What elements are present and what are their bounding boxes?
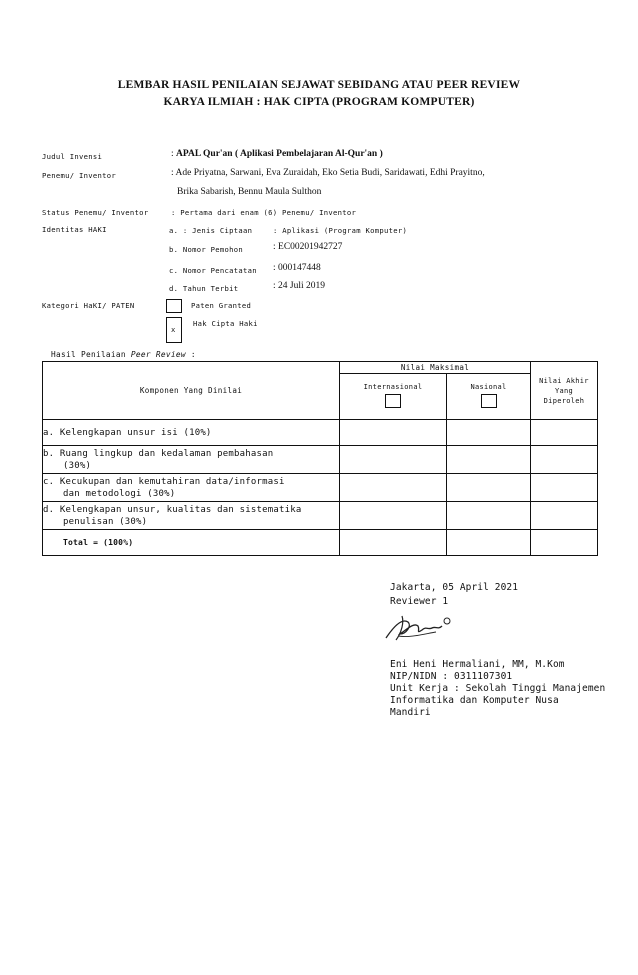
signature-role: Reviewer 1 [390,596,449,607]
total-label-cell [43,530,340,556]
row-d-line-2: penulisan (30%) [63,516,148,527]
header-national-label: Nasional [470,383,507,391]
total-international[interactable] [340,530,447,556]
row-c-line-2: dan metodologi (30%) [63,488,176,499]
judul-value-bold: APAL Qur'an [176,149,233,159]
row-d-international[interactable] [340,502,447,530]
hak-cipta-checkbox[interactable] [166,317,182,343]
reviewer-unit-line-1: Unit Kerja : Sekolah Tinggi Manajemen [390,683,606,694]
row-c-line-1: c. Kecukupan dan kemutahiran data/informasi [43,476,285,487]
row-b-national[interactable] [447,446,531,474]
header-international [340,374,447,420]
handwritten-signature [380,608,460,648]
total-label: Total = (100%) [63,537,134,547]
judul-colon: : [171,149,174,159]
header-max: Nilai Maksimal [340,362,531,374]
reviewer-unit-line-3: Mandiri [390,707,431,718]
header-final-line-2: Yang [554,386,574,395]
row-b-line-1: b. Ruang lingkup dan kedalaman pembahasan [43,448,274,459]
hak-cipta-check-mark: x [171,325,176,334]
row-d-final[interactable] [531,502,598,530]
row-d-national[interactable] [447,502,531,530]
caption-suffix: : [185,350,196,359]
row-b-international[interactable] [340,446,447,474]
row-c-final[interactable] [531,474,598,502]
identitas-key-a: a. : Jenis Ciptaan [169,226,253,235]
judul-value [171,149,383,159]
penemu-value-line-1: : Ade Priyatna, Sarwani, Eva Zuraidah, Eko Setia Budi, Saridawati, Edhi Prayitno, [171,168,485,178]
row-b-label [43,446,340,474]
assessment-table [42,361,598,556]
reviewer-unit-line-2: Informatika dan Komputer Nusa [390,695,559,706]
identitas-value-d: : 24 Juli 2019 [273,281,325,291]
table-row-total [43,530,598,556]
row-a-national[interactable] [447,420,531,446]
penemu-value-line-2: Brika Sabarish, Bennu Maula Sulthon [177,187,322,197]
header-final [531,362,598,420]
reviewer-nip: NIP/NIDN : 0311107301 [390,671,513,682]
row-a-final[interactable] [531,420,598,446]
row-a-label [43,420,340,446]
status-value: : Pertama dari enam (6) Penemu/ Inventor [171,208,357,217]
identitas-key-c: c. Nomor Pencatatan [169,266,257,275]
judul-value-rest: ( Aplikasi Pembelajaran Al-Qur'an ) [232,149,383,159]
table-row [43,446,598,474]
row-c-national[interactable] [447,474,531,502]
row-d-label [43,502,340,530]
total-national[interactable] [447,530,531,556]
header-national [447,374,531,420]
header-final-line-1: Nilai Akhir [539,376,589,385]
national-checkbox[interactable] [481,394,497,408]
paten-granted-checkbox[interactable] [166,299,182,313]
row-a-international[interactable] [340,420,447,446]
identitas-value-c: : 000147448 [273,263,321,273]
kategori-label: Kategori HaKI/ PATEN [42,301,135,310]
caption-italic: Peer Review [130,350,186,359]
document-title-line-2: KARYA ILMIAH : HAK CIPTA (PROGRAM KOMPUTER) [163,96,475,108]
hak-cipta-label: Hak Cipta Haki [193,319,258,328]
table-row [43,474,598,502]
judul-label: Judul Invensi [42,152,103,161]
reviewer-name: Eni Heni Hermaliani, MM, M.Kom [390,659,565,670]
table-row [43,420,598,446]
caption-prefix: Hasil Penilaian [51,350,131,359]
row-d-line-1: d. Kelengkapan unsur, kualitas dan sistematika [43,504,302,515]
document-title-line-1: LEMBAR HASIL PENILAIAN SEJAWAT SEBIDANG ATAU PEER REVIEW [117,79,521,91]
identitas-value-a: : Aplikasi (Program Komputer) [273,226,408,235]
row-c-international[interactable] [340,474,447,502]
identitas-value-b: : EC00201942727 [273,242,343,252]
header-component: Komponen Yang Dinilai [43,362,340,420]
penemu-label: Penemu/ Inventor [42,171,117,180]
header-international-label: Internasional [363,383,423,391]
header-final-line-3: Diperoleh [543,396,585,405]
identitas-key-b: b. Nomor Pemohon [169,245,244,254]
international-checkbox[interactable] [385,394,401,408]
paten-granted-label: Paten Granted [191,301,252,310]
table-header-row-1 [43,362,598,374]
status-label: Status Penemu/ Inventor [42,208,149,217]
identitas-label: Identitas HAKI [42,225,107,234]
row-b-final[interactable] [531,446,598,474]
total-final[interactable] [531,530,598,556]
identitas-key-d: d. Tahun Terbit [169,284,239,293]
row-b-line-2: (30%) [63,460,92,471]
row-c-label [43,474,340,502]
assessment-caption [51,350,196,359]
signature-place-date: Jakarta, 05 April 2021 [390,582,519,593]
table-row [43,502,598,530]
row-a-line-1: a. Kelengkapan unsur isi (10%) [43,427,212,438]
